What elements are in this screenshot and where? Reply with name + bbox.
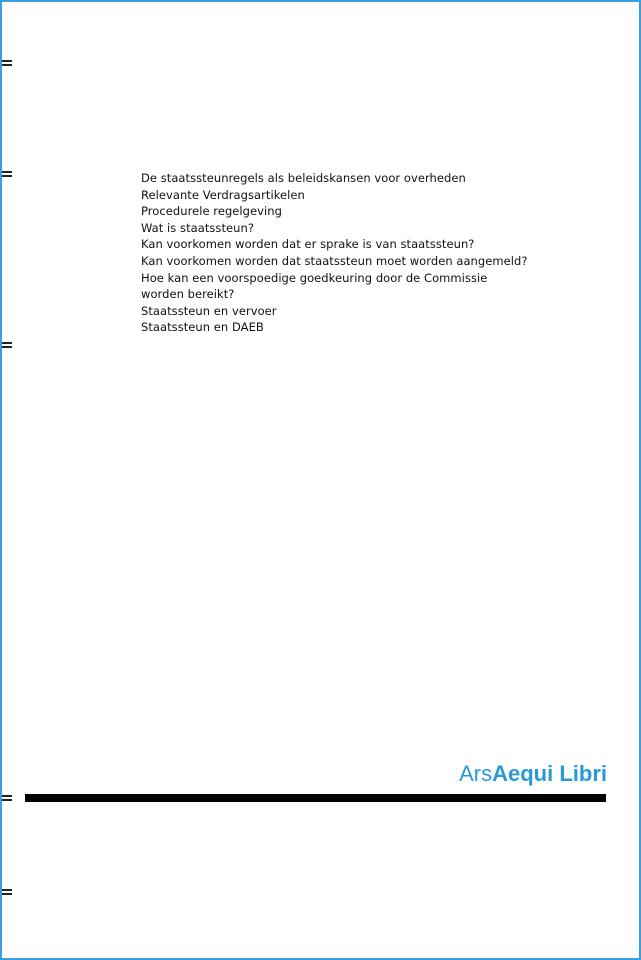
toc-item: De staatssteunregels als beleidskansen voor overheden [141,171,466,185]
crop-mark [2,171,12,177]
table-of-contents [141,170,611,336]
crop-mark [2,342,12,348]
toc-item: Kan voorkomen worden dat er sprake is van staatssteun? [141,237,475,252]
logo-aequi-libri: Aequi Libri [492,761,607,786]
toc-item: Procedurele regelgeving [141,204,282,219]
crop-mark [2,795,12,801]
crop-mark [2,60,12,66]
toc-item: Kan voorkomen worden dat staatssteun moet worden aangemeld? [141,253,528,268]
logo-ars: Ars [459,761,493,786]
toc-item: Wat is staatssteun? [141,220,254,235]
crop-mark [2,889,12,895]
toc-item: Relevante Verdragsartikelen [141,187,305,202]
publisher-logo [459,761,607,787]
toc-item: Staatssteun en vervoer [141,303,277,318]
footer-rule [25,794,606,802]
toc-item: Hoe kan een voorspoedige goedkeuring door de Commissie worden bereikt? [141,270,488,302]
toc-item: Staatssteun en DAEB [141,320,264,335]
